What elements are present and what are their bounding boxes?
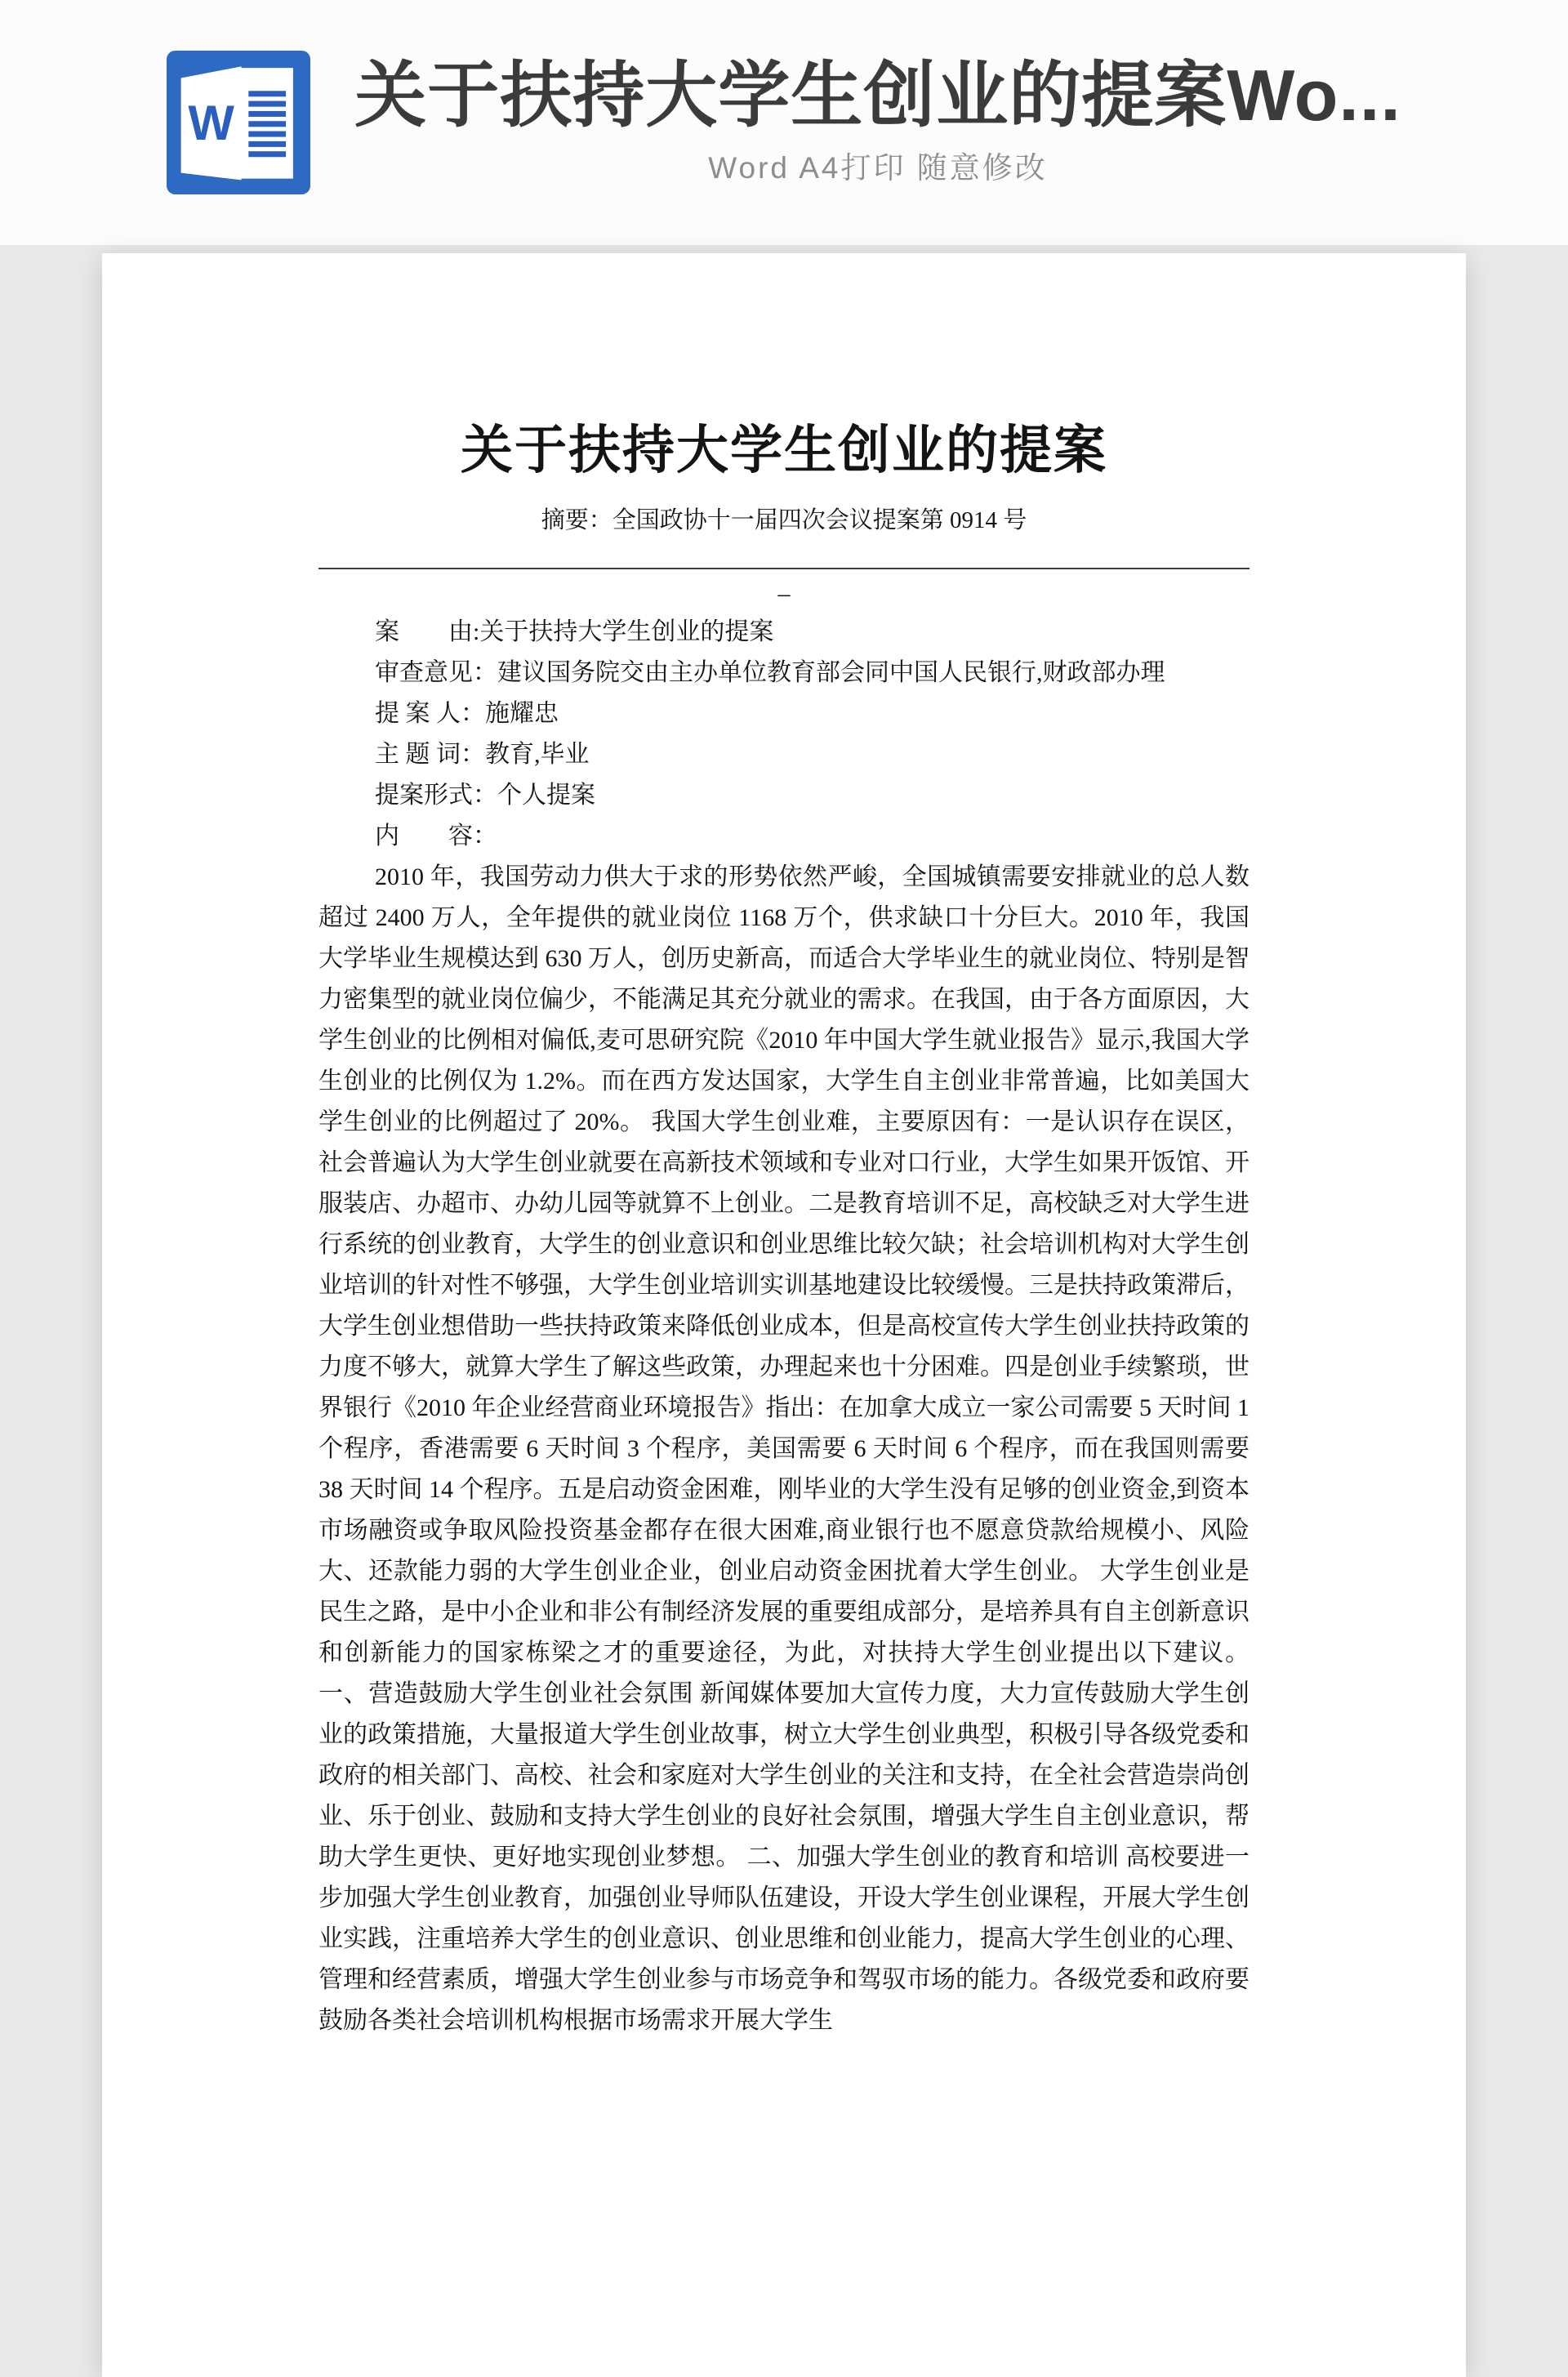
preview-background [0,245,1568,2217]
header-inner [167,51,1401,194]
page-subtitle: Word A4打印 随意修改 [708,151,1048,185]
meta-line-proposal-type: 提案形式：个人提案 [375,782,595,809]
meta-line-review-opinion: 审查意见：建议国务院交由主办单位教育部会同中国人民银行,财政部办理 [375,659,1165,686]
document-body-text: 2010 年，我国劳动力供大于求的形势依然严峻，全国城镇需要安排就业的总人数超过 2400 万人，全年提供的就业岗位 1168 万个，供求缺口十分巨大。2010 年，我国大学毕业生规模达到 630 万人，创历史新高，而适合大学毕业生的就业岗位、特别是智力密集型的就业岗位偏少，不能满足其充分就业的需求。在我国，由于各方面原因，大学生创业的比例相对偏低,麦可思研究院《2010 年中国大学生就业报告》显示,我国大学生创业的比例仅为 1.2%。而在西方发达国家，大学生自主创业非常普遍，比如美国大学生创业的比例超过了 20%。 我国大学生创业难，主要原因有：一是认识存在误区，社会普遍认为大学生创业就要在高新技术领域和专业对口行业，大学生如果开饭馆、开服装店、办超市、办幼儿园等就算不上创业。二是教育培训不足，高校缺乏对大学生进行系统的创业教育，大学生的创业意识和创业思维比较欠缺；社会培训机构对大学生创业培训的针对性不够强，大学生创业培训实训基地建设比较缓慢。三是扶持政策滞后，大学生创业想借助一些扶持政策来降低创业成本，但是高校宣传大学生创业扶持政策的力度不够大，就算大学生了解这些政策，办理起来也十分困难。四是创业手续繁琐，世界银行《2010 年企业经营商业环境报告》指出：在加拿大成立一家公司需要 5 天时间 1 个程序，香港需要 6 天时间 3 个程序，美国需要 6 天时间 6 个程序，而在我国则需要 38 天时间 14 个程序。五是启动资金困难，刚毕业的大学生没有足够的创业资金,到资本市场融资或争取风险投资基金都存在很大困难,商业银行也不愿意贷款给规模小、风险大、还款能力弱的大学生创业企业，创业启动资金困扰着大学生创业。 大学生创业是民生之路，是中小企业和非公有制经济发展的重要组成部分，是培养具有自主创新意识和创新能力的国家栋梁之才的重要途径，为此，对扶持大学生创业提出以下建议。 一、营造鼓励大学生创业社会氛围 新闻媒体要加大宣传力度，大力宣传鼓励大学生创业的政策措施，大量报道大学生创业故事，树立大学生创业典型，积极引导各级党委和政府的相关部门、高校、社会和家庭对大学生创业的关注和支持，在全社会营造崇尚创业、乐于创业、鼓励和支持大学生创业的良好社会氛围，增强大学生自主创业意识，帮助大学生更快、更好地实现创业梦想。 二、加强大学生创业的教育和培训 高校要进一步加强大学生创业教育，加强创业导师队伍建设，开设大学生创业课程，开展大学生创业实践，注重培养大学生的创业意识、创业思维和创业能力，提高大学生创业的心理、管理和经营素质，增强大学生创业参与市场竞争和驾驭市场的能力。各级党委和政府要鼓励各类社会培训机构根据市场需求开展大学生 [318,863,1250,2034]
document-title: 关于扶持大学生创业的提案 [461,421,1107,479]
divider-line [318,568,1250,569]
meta-line-case-subject: 案 由:关于扶持大学生创业的提案 [375,618,774,645]
meta-line-content-label: 内 容： [375,823,497,850]
word-file-icon [167,51,310,194]
meta-line-proposer: 提 案 人：施耀忠 [375,700,559,727]
document-abstract: 摘要：全国政协十一届四次会议提案第 0914 号 [541,507,1027,533]
divider-dash: – [777,580,791,607]
header [0,0,1568,245]
meta-line-keywords: 主 题 词：教育,毕业 [375,741,590,768]
word-icon-letter: W [188,96,234,151]
header-text [354,54,1401,187]
document-page [102,253,1466,2377]
page-title: 关于扶持大学生创业的提案Wo... [354,54,1401,136]
